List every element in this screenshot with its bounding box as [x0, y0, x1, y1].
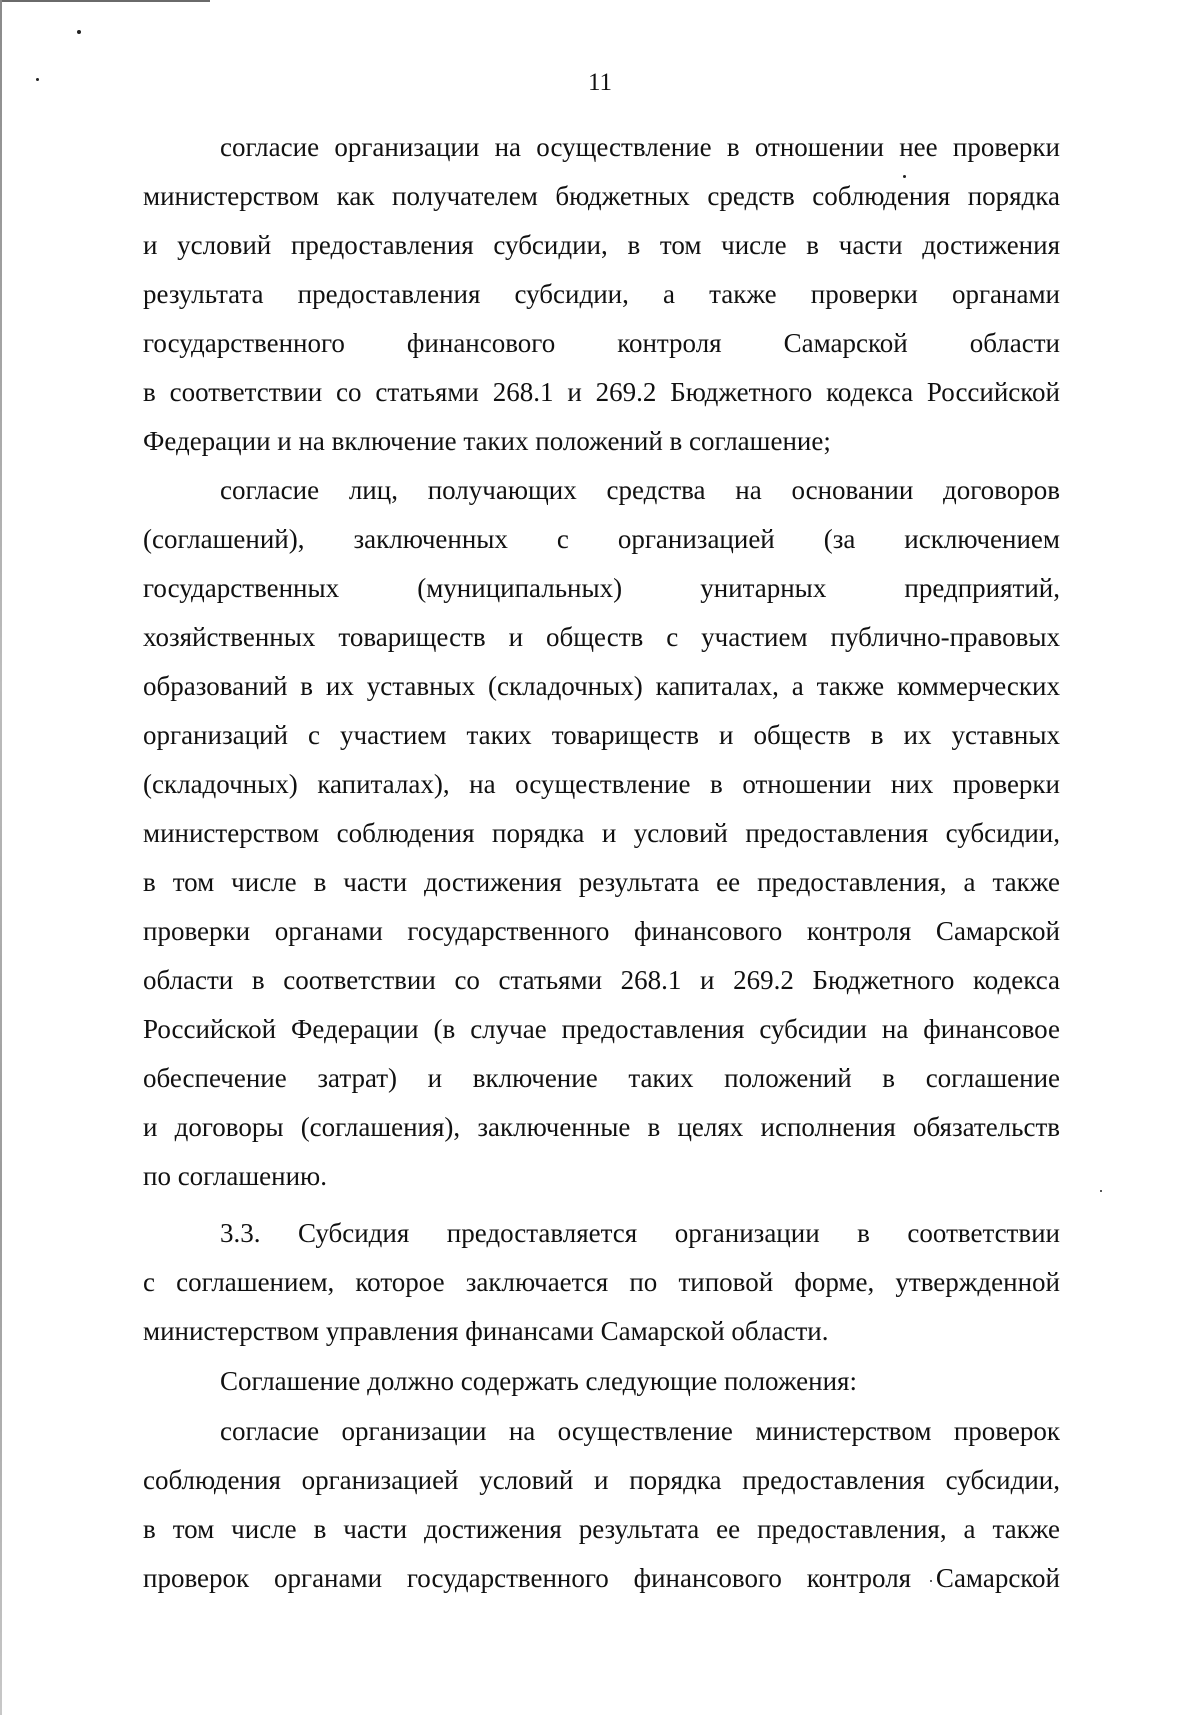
paragraph-line: министерством как получателем бюджетных средств соблюдения порядка: [143, 181, 1060, 211]
paragraph-line: результата предоставления субсидии, а также проверки органами: [143, 279, 1060, 309]
paragraph-line: государственного финансового контроля Самарской области: [143, 328, 1060, 358]
paragraph-line: организаций с участием таких товариществ и обществ в их уставных: [143, 720, 1060, 750]
paragraph-line: и условий предоставления субсидии, в том числе в части достижения: [143, 230, 1060, 260]
paragraph-line: образований в их уставных (складочных) капиталах, а также коммерческих: [143, 671, 1060, 701]
paragraph-line: (соглашений), заключенных с организацией (за исключением: [143, 524, 1060, 554]
paragraph-line: государственных (муниципальных) унитарных предприятий,: [143, 573, 1060, 603]
scan-speck: [1100, 1190, 1102, 1192]
paragraph-line: в том числе в части достижения результата ее предоставления, а также: [143, 867, 1060, 897]
paragraph-line: согласие организации на осуществление министерством проверок: [220, 1416, 1060, 1446]
scan-edge-left: [0, 0, 2, 1715]
paragraph-line: хозяйственных товариществ и обществ с участием публично-правовых: [143, 622, 1060, 652]
paragraph-line: министерством управления финансами Самарской области.: [143, 1316, 829, 1346]
paragraph-line: министерством соблюдения порядка и условий предоставления субсидии,: [143, 818, 1060, 848]
scan-edge-top: [0, 0, 210, 2]
paragraph-line: (складочных) капиталах), на осуществление в отношении них проверки: [143, 769, 1060, 799]
paragraph-line: и договоры (соглашения), заключенные в целях исполнения обязательств: [143, 1112, 1060, 1142]
paragraph-line: соблюдения организацией условий и порядка предоставления субсидии,: [143, 1465, 1060, 1495]
paragraph-line: с соглашением, которое заключается по типовой форме, утвержденной: [143, 1267, 1060, 1297]
paragraph-line: обеспечение затрат) и включение таких положений в соглашение: [143, 1063, 1060, 1093]
paragraph-line: области в соответствии со статьями 268.1 и 269.2 Бюджетного кодекса: [143, 965, 1060, 995]
paragraph-line: Федерации и на включение таких положений в соглашение;: [143, 426, 831, 456]
paragraph-line: в соответствии со статьями 268.1 и 269.2 Бюджетного кодекса Российской: [143, 377, 1060, 407]
paragraph-line: проверки органами государственного финансового контроля Самарской: [143, 916, 1060, 946]
paragraph-line: в том числе в части достижения результата ее предоставления, а также: [143, 1514, 1060, 1544]
paragraph-line: проверок органами государственного финансового контроля Самарской: [143, 1563, 1060, 1593]
paragraph-line: Российской Федерации (в случае предоставления субсидии на финансовое: [143, 1014, 1060, 1044]
scan-speck: [77, 30, 81, 34]
paragraph-line: 3.3. Субсидия предоставляется организации в соответствии: [220, 1218, 1060, 1248]
paragraph-line: Соглашение должно содержать следующие положения:: [220, 1366, 857, 1396]
page-number: 11: [587, 69, 613, 96]
paragraph-line: согласие организации на осуществление в отношении нее проверки: [220, 132, 1060, 162]
paragraph-line: согласие лиц, получающих средства на основании договоров: [220, 475, 1060, 505]
paragraph-line: по соглашению.: [143, 1161, 327, 1191]
